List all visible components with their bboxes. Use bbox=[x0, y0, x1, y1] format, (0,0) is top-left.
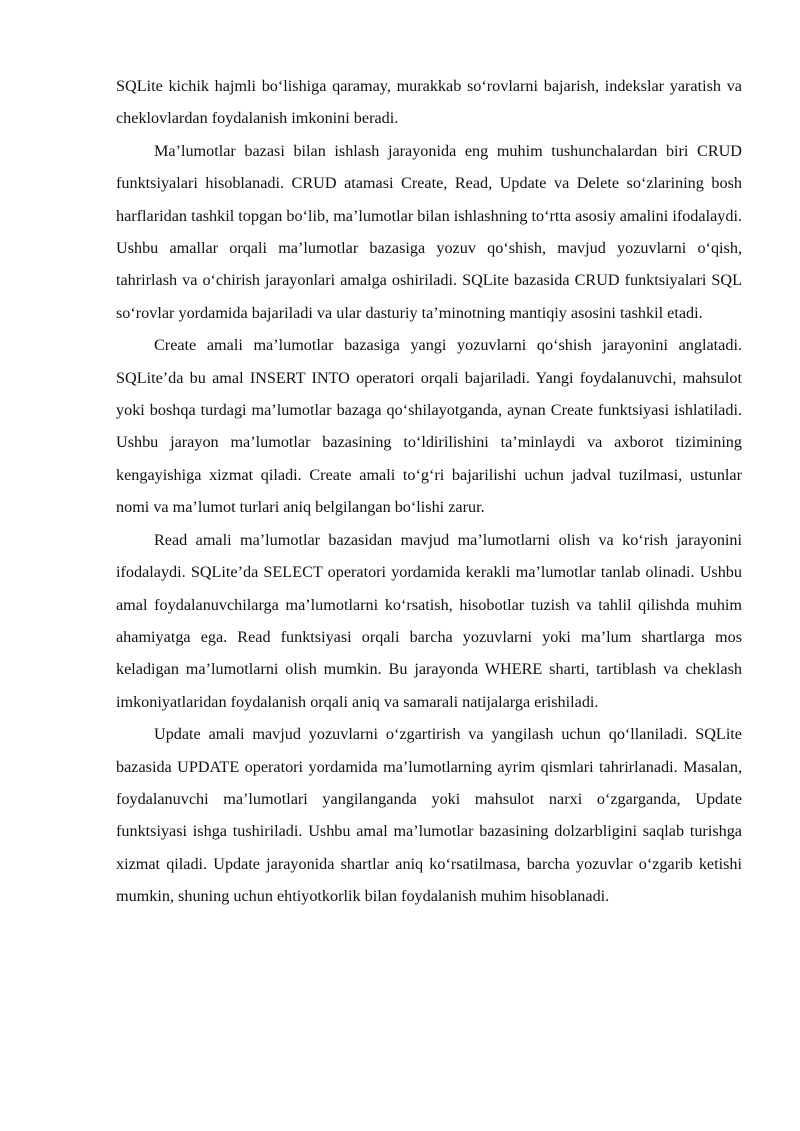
document-page bbox=[116, 70, 742, 913]
paragraph-sqlite-summary: SQLite kichik hajmli bo‘lishiga qaramay, murakkab so‘rovlarni bajarish, indekslar yaratish va cheklovlardan foydalanish imkonini beradi. bbox=[116, 77, 742, 128]
paragraph-crud-intro: Ma’lumotlar bazasi bilan ishlash jarayonida eng muhim tushunchalardan biri CRUD funktsiyalari hisoblanadi. CRUD atamasi Create, Read, Update va Delete so‘zlarining bosh harflaridan tashkil topgan bo‘lib, ma’lumotlar bilan ishlashning to‘rtta asosiy amalini ifodalaydi. Ushbu amallar orqali ma’lumotlar bazasiga yozuv qo‘shish, mavjud yozuvlarni o‘qish, tahrirlash va o‘chirish jarayonlari amalga oshiriladi. SQLite bazasida CRUD funktsiyalari SQL so‘rovlar yordamida bajariladi va ular dasturiy ta’minotning mantiqiy asosini tashkil etadi. bbox=[116, 141, 742, 322]
paragraph-update: Update amali mavjud yozuvlarni o‘zgartirish va yangilash uchun qo‘llaniladi. SQLite bazasida UPDATE operatori yordamida ma’lumotlarning ayrim qismlari tahrirlanadi. Masalan, foydalanuvchi ma’lumotlari yangilanganda yoki mahsulot narxi o‘zgarganda, Update funktsiyasi ishga tushiriladi. Ushbu amal ma’lumotlar bazasining dolzarbligini saqlab turishga xizmat qiladi. Update jarayonida shartlar aniq ko‘rsatilmasa, barcha yozuvlar o‘zgarib ketishi mumkin, shuning uchun ehtiyotkorlik bilan foydalanish muhim hisoblanadi. bbox=[116, 725, 742, 906]
paragraph-create: Create amali ma’lumotlar bazasiga yangi yozuvlarni qo‘shish jarayonini anglatadi. SQLite’da bu amal INSERT INTO operatori orqali bajariladi. Yangi foydalanuvchi, mahsulot yoki boshqa turdagi ma’lumotlar bazaga qo‘shilayotganda, aynan Create funktsiyasi ishlatiladi. Ushbu jarayon ma’lumotlar bazasining to‘ldirilishini ta’minlaydi va axborot tizimining kengayishiga xizmat qiladi. Create amali to‘g‘ri bajarilishi uchun jadval tuzilmasi, ustunlar nomi va ma’lumot turlari aniq belgilangan bo‘lishi zarur. bbox=[116, 336, 742, 517]
paragraph-read: Read amali ma’lumotlar bazasidan mavjud ma’lumotlarni olish va ko‘rish jarayonini ifodalaydi. SQLite’da SELECT operatori yordamida kerakli ma’lumotlar tanlab olinadi. Ushbu amal foydalanuvchilarga ma’lumotlarni ko‘rsatish, hisobotlar tuzish va tahlil qilishda muhim ahamiyatga ega. Read funktsiyasi orqali barcha yozuvlarni yoki ma’lum shartlarga mos keladigan ma’lumotlarni olish mumkin. Bu jarayonda WHERE sharti, tartiblash va cheklash imkoniyatlaridan foydalanish orqali aniq va samarali natijalarga erishiladi. bbox=[116, 530, 742, 711]
